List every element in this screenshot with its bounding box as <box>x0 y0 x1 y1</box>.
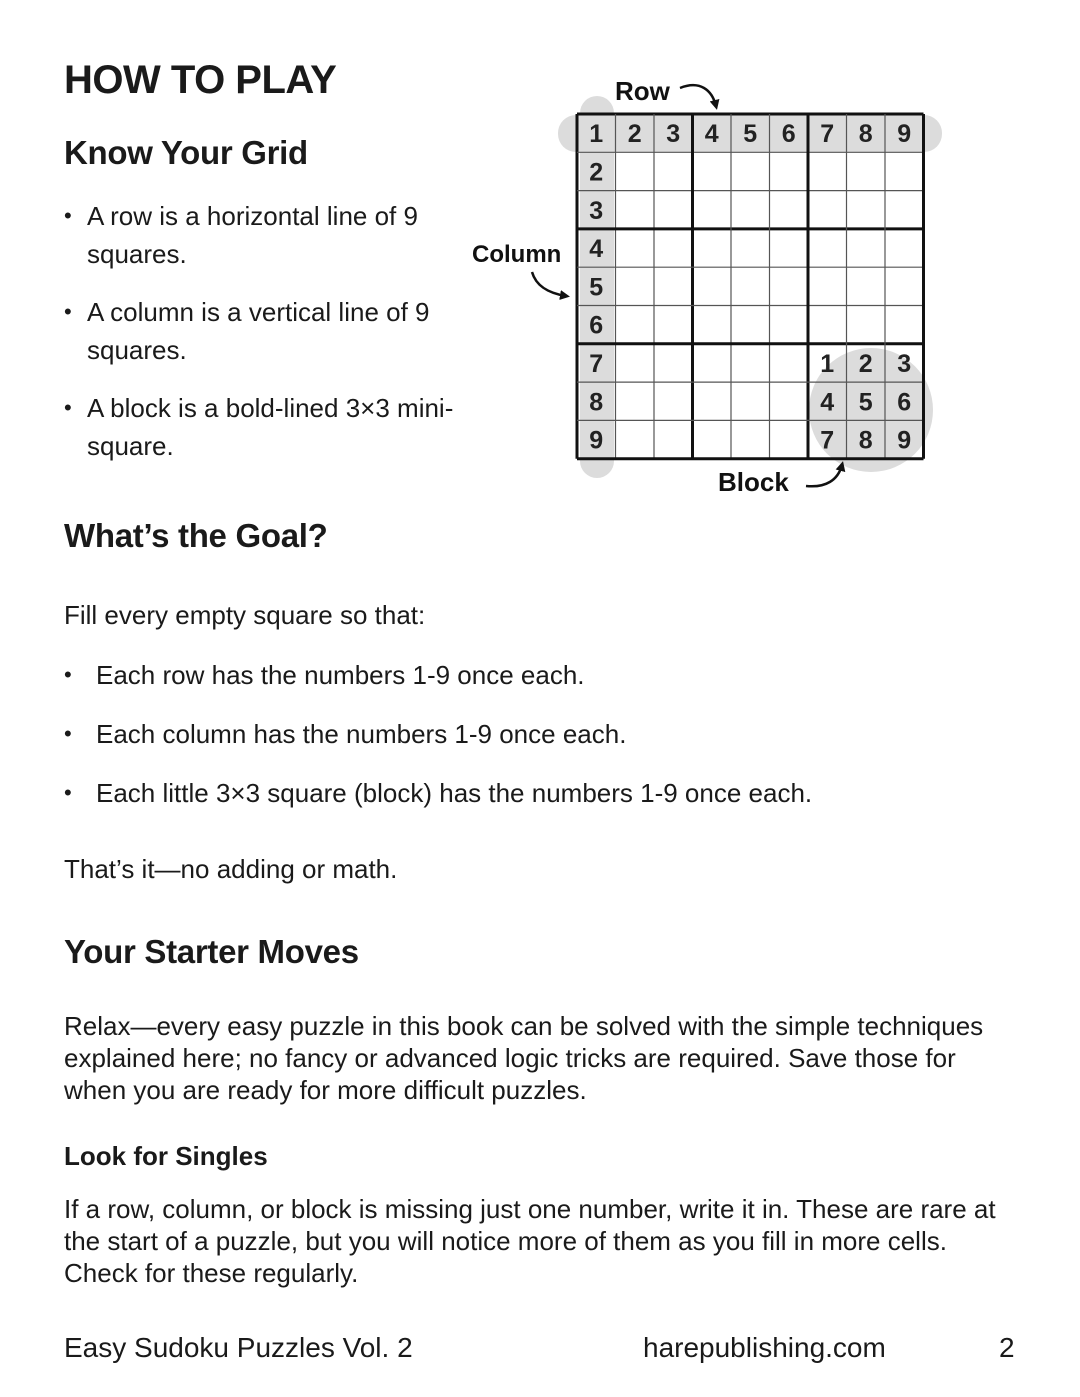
block-number-cell: 8 <box>858 426 873 455</box>
footer-book-title: Easy Sudoku Puzzles Vol. 2 <box>64 1332 413 1363</box>
starter-paragraph: Relax—every easy puzzle in this book can be solved with the simple techniques explained here; no fancy or advanced logic tricks are required. Save those for when you are ready for more difficult puzzles. <box>64 1011 984 1105</box>
list-item-text: Each little 3×3 square (block) has the numbers 1-9 once each. <box>96 778 813 808</box>
goal-intro: Fill every empty square so that: <box>64 600 426 630</box>
know-grid-heading: Know Your Grid <box>64 134 308 171</box>
column-number-cell: 2 <box>627 120 642 149</box>
list-item: • A column is a vertical line of 9 squares. <box>64 297 430 365</box>
list-item-text: A block is a bold-lined 3×3 mini-square. <box>87 393 454 461</box>
column-number-cell: 3 <box>666 120 681 149</box>
column-number-cell: 7 <box>820 120 835 149</box>
page-number: 2 <box>999 1332 1015 1363</box>
block-number-cell: 6 <box>897 388 912 417</box>
column-number-cell: 5 <box>743 120 758 149</box>
row-number-cell: 9 <box>589 426 604 455</box>
column-label: Column <box>472 241 562 268</box>
singles-paragraph: If a row, column, or block is missing just one number, write it in. These are rare at the start of a puzzle, but you will notice more of them as you fill in more cells. Check for these regularly. <box>64 1194 996 1288</box>
row-number-cell: 3 <box>589 196 604 225</box>
row-label: Row <box>615 76 670 106</box>
footer-website: harepublishing.com <box>643 1332 886 1363</box>
list-item: • Each row has the numbers 1-9 once each. <box>64 660 585 690</box>
row-number-cell: 1 <box>589 120 604 149</box>
goal-heading: What’s the Goal? <box>64 517 328 554</box>
goal-outro: That’s it—no adding or math. <box>64 854 398 884</box>
singles-heading: Look for Singles <box>64 1141 268 1171</box>
page-title: HOW TO PLAY <box>64 58 337 102</box>
list-item-text: A row is a horizontal line of 9 squares. <box>87 201 418 269</box>
block-number-cell: 5 <box>858 388 873 417</box>
row-number-cell: 2 <box>589 158 604 187</box>
block-number-cell: 4 <box>820 388 835 417</box>
row-arrow-icon <box>680 85 716 106</box>
block-number-cell: 9 <box>897 426 912 455</box>
block-number-cell: 1 <box>820 349 835 378</box>
block-number-cell: 7 <box>820 426 835 455</box>
row-number-cell: 5 <box>589 273 604 302</box>
block-arrow-icon <box>806 465 842 486</box>
list-item: • Each column has the numbers 1-9 once each. <box>64 719 627 749</box>
block-numbers <box>820 350 911 455</box>
row-number-cell: 8 <box>589 388 604 417</box>
row-number-cell: 4 <box>589 235 604 264</box>
list-item: • Each little 3×3 square (block) has the numbers 1-9 once each. <box>64 778 813 808</box>
goal-list <box>64 656 812 833</box>
row-number-cell: 6 <box>589 311 604 340</box>
list-item: • A block is a bold-lined 3×3 mini-square. <box>64 393 454 461</box>
list-item-text: A column is a vertical line of 9 squares. <box>87 297 430 365</box>
column-number-cell: 9 <box>897 120 912 149</box>
list-item-text: Each column has the numbers 1-9 once each. <box>96 719 627 749</box>
list-item: • A row is a horizontal line of 9 squares. <box>64 201 418 269</box>
column-number-cell: 8 <box>858 120 873 149</box>
starter-heading: Your Starter Moves <box>64 933 359 970</box>
column-arrow-icon <box>532 272 566 296</box>
row-numbers <box>589 120 603 454</box>
block-number-cell: 2 <box>858 349 873 378</box>
block-number-cell: 3 <box>897 349 912 378</box>
column-number-cell: 4 <box>704 120 719 149</box>
block-label: Block <box>718 467 789 497</box>
column-number-cell: 6 <box>781 120 796 149</box>
row-number-cell: 7 <box>589 349 604 378</box>
list-item-text: Each row has the numbers 1-9 once each. <box>96 660 585 690</box>
sudoku-diagram <box>0 0 1080 520</box>
